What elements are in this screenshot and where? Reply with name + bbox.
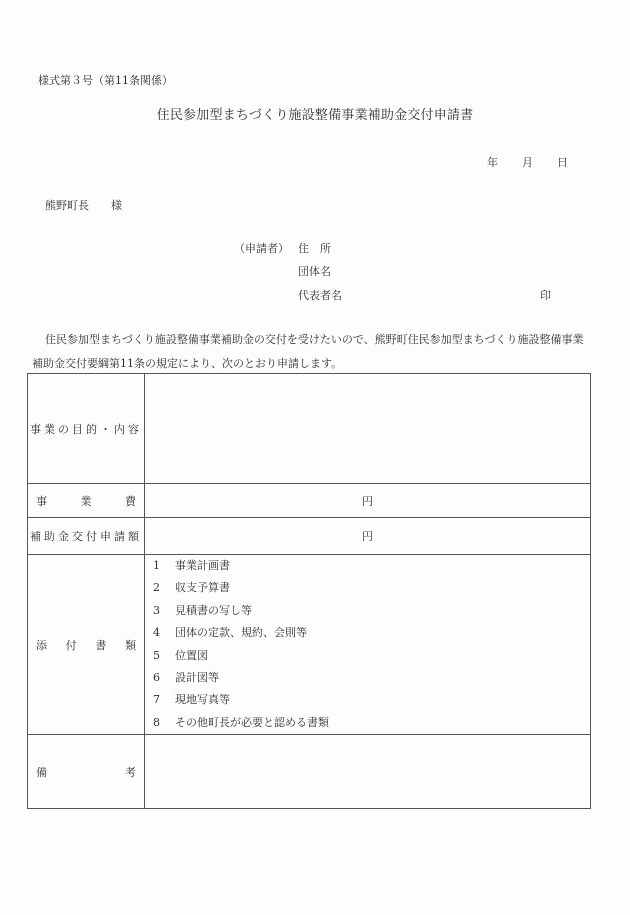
addressee: 熊野町長 様 xyxy=(45,199,122,212)
item-number: 7 xyxy=(153,693,160,707)
item-number: 1 xyxy=(153,559,160,572)
project-cost-field[interactable] xyxy=(145,484,591,518)
label-char: 業 xyxy=(80,494,107,508)
item-text: その他町長が必要と認める書類 xyxy=(175,715,329,729)
subsidy-amount-field[interactable] xyxy=(145,518,591,555)
attachment-item xyxy=(153,622,590,644)
row-project-cost xyxy=(28,484,591,518)
day-label: 日 xyxy=(557,156,568,169)
label-char: 事 xyxy=(36,494,62,508)
applicant-label: （申請者） xyxy=(234,242,289,255)
application-statement xyxy=(32,328,592,376)
label-char: 書 xyxy=(95,638,114,652)
item-text: 収支予算書 xyxy=(175,581,230,595)
row-attachments xyxy=(28,555,591,735)
organization-field-label: 団体名 xyxy=(298,265,331,278)
item-number: 2 xyxy=(153,581,160,595)
yen-unit: 円 xyxy=(362,494,373,508)
attachment-item xyxy=(153,555,590,577)
item-number: 8 xyxy=(153,715,160,729)
address-field-label: 住 所 xyxy=(298,242,331,255)
label-char: 類 xyxy=(125,638,137,652)
item-number: 4 xyxy=(153,626,160,640)
item-number: 6 xyxy=(153,670,160,684)
label-char: 付 xyxy=(65,638,85,652)
row-purpose xyxy=(28,374,591,484)
item-text: 設計図等 xyxy=(175,670,219,684)
item-text: 見積書の写し等 xyxy=(175,603,252,617)
subsidy-amount-label: 補助金交付申請額 xyxy=(28,518,145,555)
row-remarks xyxy=(28,735,591,809)
attachment-item xyxy=(153,689,590,711)
date-line xyxy=(487,154,568,170)
label-char: 添 xyxy=(36,638,55,652)
form-number: 様式第３号（第11条関係） xyxy=(38,74,173,87)
item-number: 5 xyxy=(153,648,160,662)
attachments-list-cell xyxy=(145,555,591,735)
attachment-item xyxy=(153,645,590,667)
label-char: 費 xyxy=(125,494,136,508)
remarks-field[interactable] xyxy=(145,735,591,809)
attachments-list xyxy=(145,555,590,734)
label-char: 考 xyxy=(125,765,136,779)
attachment-item xyxy=(153,577,590,599)
item-text: 位置図 xyxy=(175,648,208,662)
purpose-label: 事業の目的・内容 xyxy=(28,374,145,484)
purpose-value-field[interactable] xyxy=(145,374,591,484)
attachments-label xyxy=(28,555,145,735)
item-text: 現地写真等 xyxy=(175,693,230,707)
document-title: 住民参加型まちづくり施設整備事業補助金交付申請書 xyxy=(156,108,474,123)
representative-field-label: 代表者名 xyxy=(298,289,342,302)
year-label: 年 xyxy=(487,156,498,169)
attachment-item xyxy=(153,667,590,689)
month-label: 月 xyxy=(522,156,533,169)
yen-unit: 円 xyxy=(362,530,373,543)
seal-mark: 印 xyxy=(540,289,551,302)
attachment-item xyxy=(153,600,590,622)
statement-text: 住民参加型まちづくり施設整備事業補助金の交付を受けたいので、熊野町住民参加型まちづくり施設整備事業補助金交付要綱第11条の規定により、次のとおり申請します。 xyxy=(32,333,584,370)
application-table xyxy=(27,373,591,809)
item-number: 3 xyxy=(153,603,160,617)
project-cost-label xyxy=(28,484,145,518)
item-text: 団体の定款、規約、会則等 xyxy=(175,626,307,640)
item-text: 事業計画書 xyxy=(175,559,230,572)
remarks-label xyxy=(28,735,145,809)
label-char: 備 xyxy=(36,765,85,779)
row-subsidy-amount xyxy=(28,518,591,555)
attachment-item xyxy=(153,712,590,734)
